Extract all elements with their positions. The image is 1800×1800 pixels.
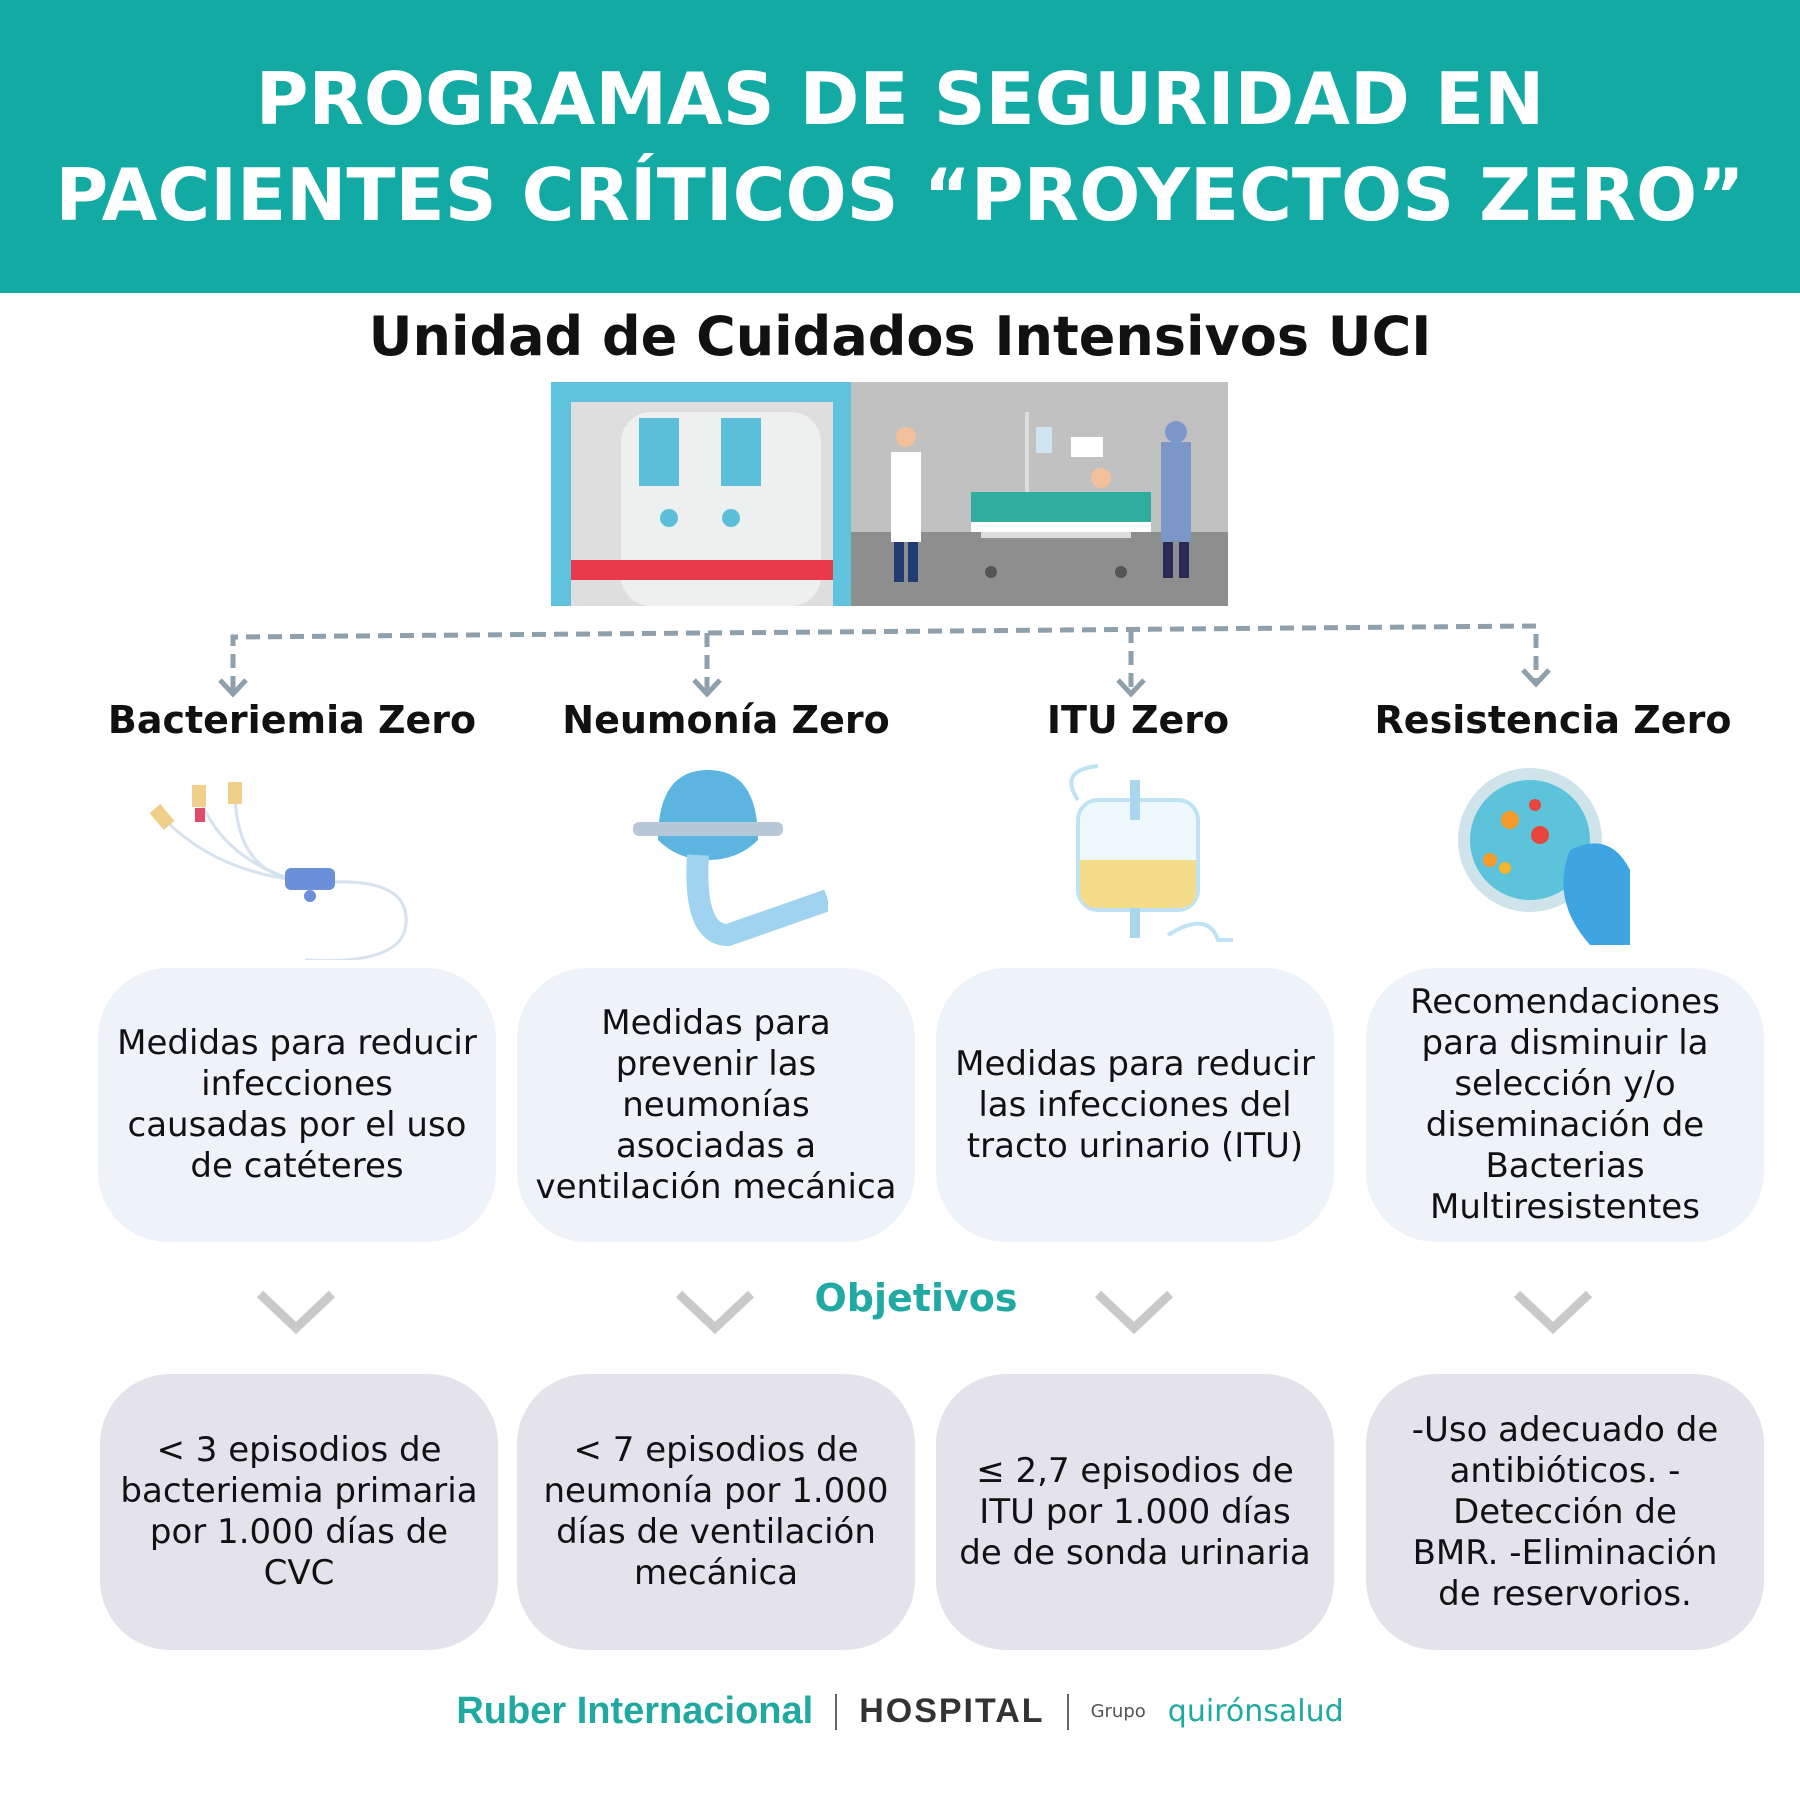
catheter-icon xyxy=(135,760,425,960)
program-title-bacteriemia: Bacteriemia Zero xyxy=(107,698,477,742)
program-title-itu: ITU Zero xyxy=(1046,698,1230,742)
divider xyxy=(1067,1694,1069,1730)
objectives-label: Objetivos xyxy=(814,1276,1018,1320)
chevron-down-icon xyxy=(1092,1288,1176,1334)
header-banner xyxy=(0,0,1800,293)
divider xyxy=(835,1694,837,1730)
description-box-itu: Medidas para reducir las infecciones del tracto urinario (ITU) xyxy=(936,968,1334,1242)
grupo-label: Grupo xyxy=(1090,1701,1146,1722)
title-line-1: PROGRAMAS DE SEGURIDAD EN xyxy=(255,56,1545,141)
description-box-bacteriemia: Medidas para reducir infecciones causadas por el uso de catéteres xyxy=(98,968,496,1242)
description-box-neumonia: Medidas para prevenir las neumonías asociadas a ventilación mecánica xyxy=(517,968,915,1242)
quironsalud-logo: quirónsalud xyxy=(1167,1694,1344,1729)
page-subtitle: Unidad de Cuidados Intensivos UCI xyxy=(368,305,1432,368)
chevron-down-icon xyxy=(1511,1288,1595,1334)
program-title-neumonia: Neumonía Zero xyxy=(562,698,890,742)
footer-logos xyxy=(0,1690,1800,1733)
goal-box-bacteriemia: < 3 episodios de bacteriemia primaria por 1.000 días de CVC xyxy=(100,1374,498,1650)
goal-box-itu: ≤ 2,7 episodios de ITU por 1.000 días de de sonda urinaria xyxy=(936,1374,1334,1650)
petri-dish-icon xyxy=(1430,760,1670,960)
description-box-resistencia: Recomendaciones para disminuir la selección y/o diseminación de Bacterias Multiresistentes xyxy=(1366,968,1764,1242)
hospital-label: HOSPITAL xyxy=(859,1692,1045,1730)
goal-box-resistencia: -Uso adecuado de antibióticos. -Detección de BMR. -Eliminación de reservorios. xyxy=(1366,1374,1764,1650)
program-title-resistencia: Resistencia Zero xyxy=(1374,698,1732,742)
title-line-2: PACIENTES CRÍTICOS “PROYECTOS ZERO” xyxy=(55,152,1745,237)
goal-box-neumonia: < 7 episodios de neumonía por 1.000 días de ventilación mecánica xyxy=(517,1374,915,1650)
ruber-logo: Ruber Internacional xyxy=(456,1690,814,1732)
chevron-down-icon xyxy=(254,1288,338,1334)
oxygen-mask-icon xyxy=(588,760,828,960)
urine-bag-icon xyxy=(1018,760,1258,960)
chevron-down-icon xyxy=(673,1288,757,1334)
icu-illustration xyxy=(551,382,1228,606)
